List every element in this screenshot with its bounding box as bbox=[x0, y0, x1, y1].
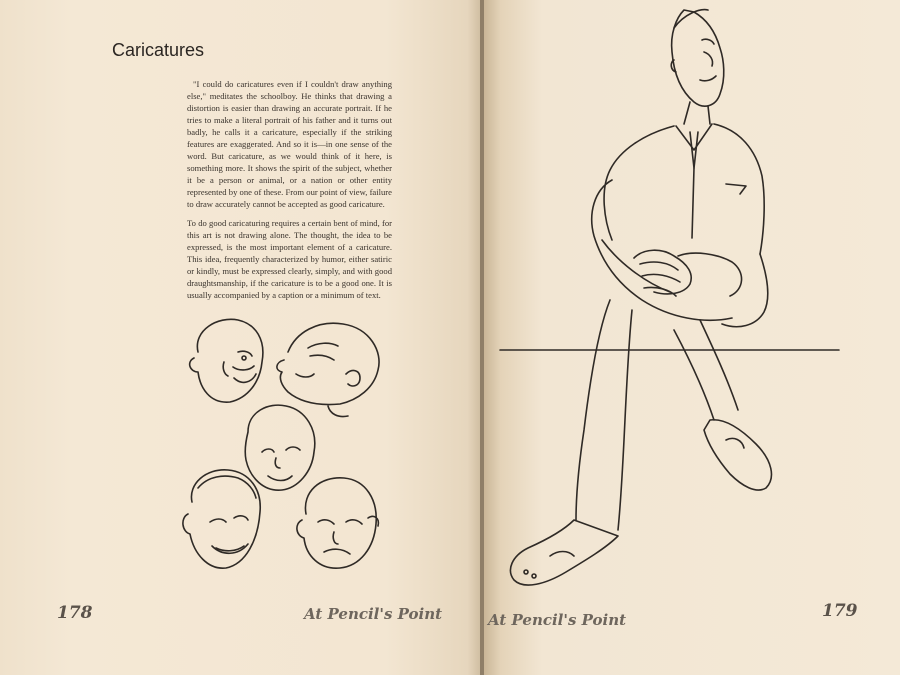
running-foot-right: At Pencil's Point bbox=[488, 611, 627, 629]
right-page bbox=[484, 0, 900, 675]
head-smooth bbox=[245, 405, 315, 490]
head-grinning bbox=[183, 470, 260, 568]
seated-man-caricature bbox=[494, 0, 894, 600]
page-number-right: 179 bbox=[822, 601, 858, 621]
caricature-heads-illustration bbox=[178, 312, 393, 582]
head-profile bbox=[277, 323, 379, 416]
page-title: Caricatures bbox=[112, 40, 205, 60]
body-text bbox=[187, 78, 392, 308]
paragraph-2: To do good caricaturing requires a certain bent of mind, for this art is not drawing alone. The thought, the idea to be expressed, is the most important element of a caricature. This idea, frequently characterized by humor, either satiric or kindly, must be expressed clearly, simply, and with good draughtsmanship, if the caricature is to be a good one. It is usually accompanied by a caption or a minimum of text. bbox=[187, 218, 392, 300]
paragraph-1: "I could do caricatures even if I couldn't draw anything else," meditates the schoolboy. He thinks that drawing a distortion is easier than drawing an accurate portrait. If he tries to make a literal portrait of his father and it turns out badly, he calls it a caricature, especially if the striking features are exaggerated. And so it is—in one sense of the word. But caricature, as we would think of it here, is something more. It shows the spirit of the subject, whether it be a person or animal, or a nation or other entity represented by one of these. From our point of view, failure to draw accurately cannot be accepted as good caricature. bbox=[187, 79, 392, 209]
page-number-left: 178 bbox=[57, 603, 93, 623]
head-grumpy bbox=[297, 478, 378, 568]
running-foot-left: At Pencil's Point bbox=[304, 605, 443, 623]
head-laughing-bald bbox=[190, 319, 263, 402]
